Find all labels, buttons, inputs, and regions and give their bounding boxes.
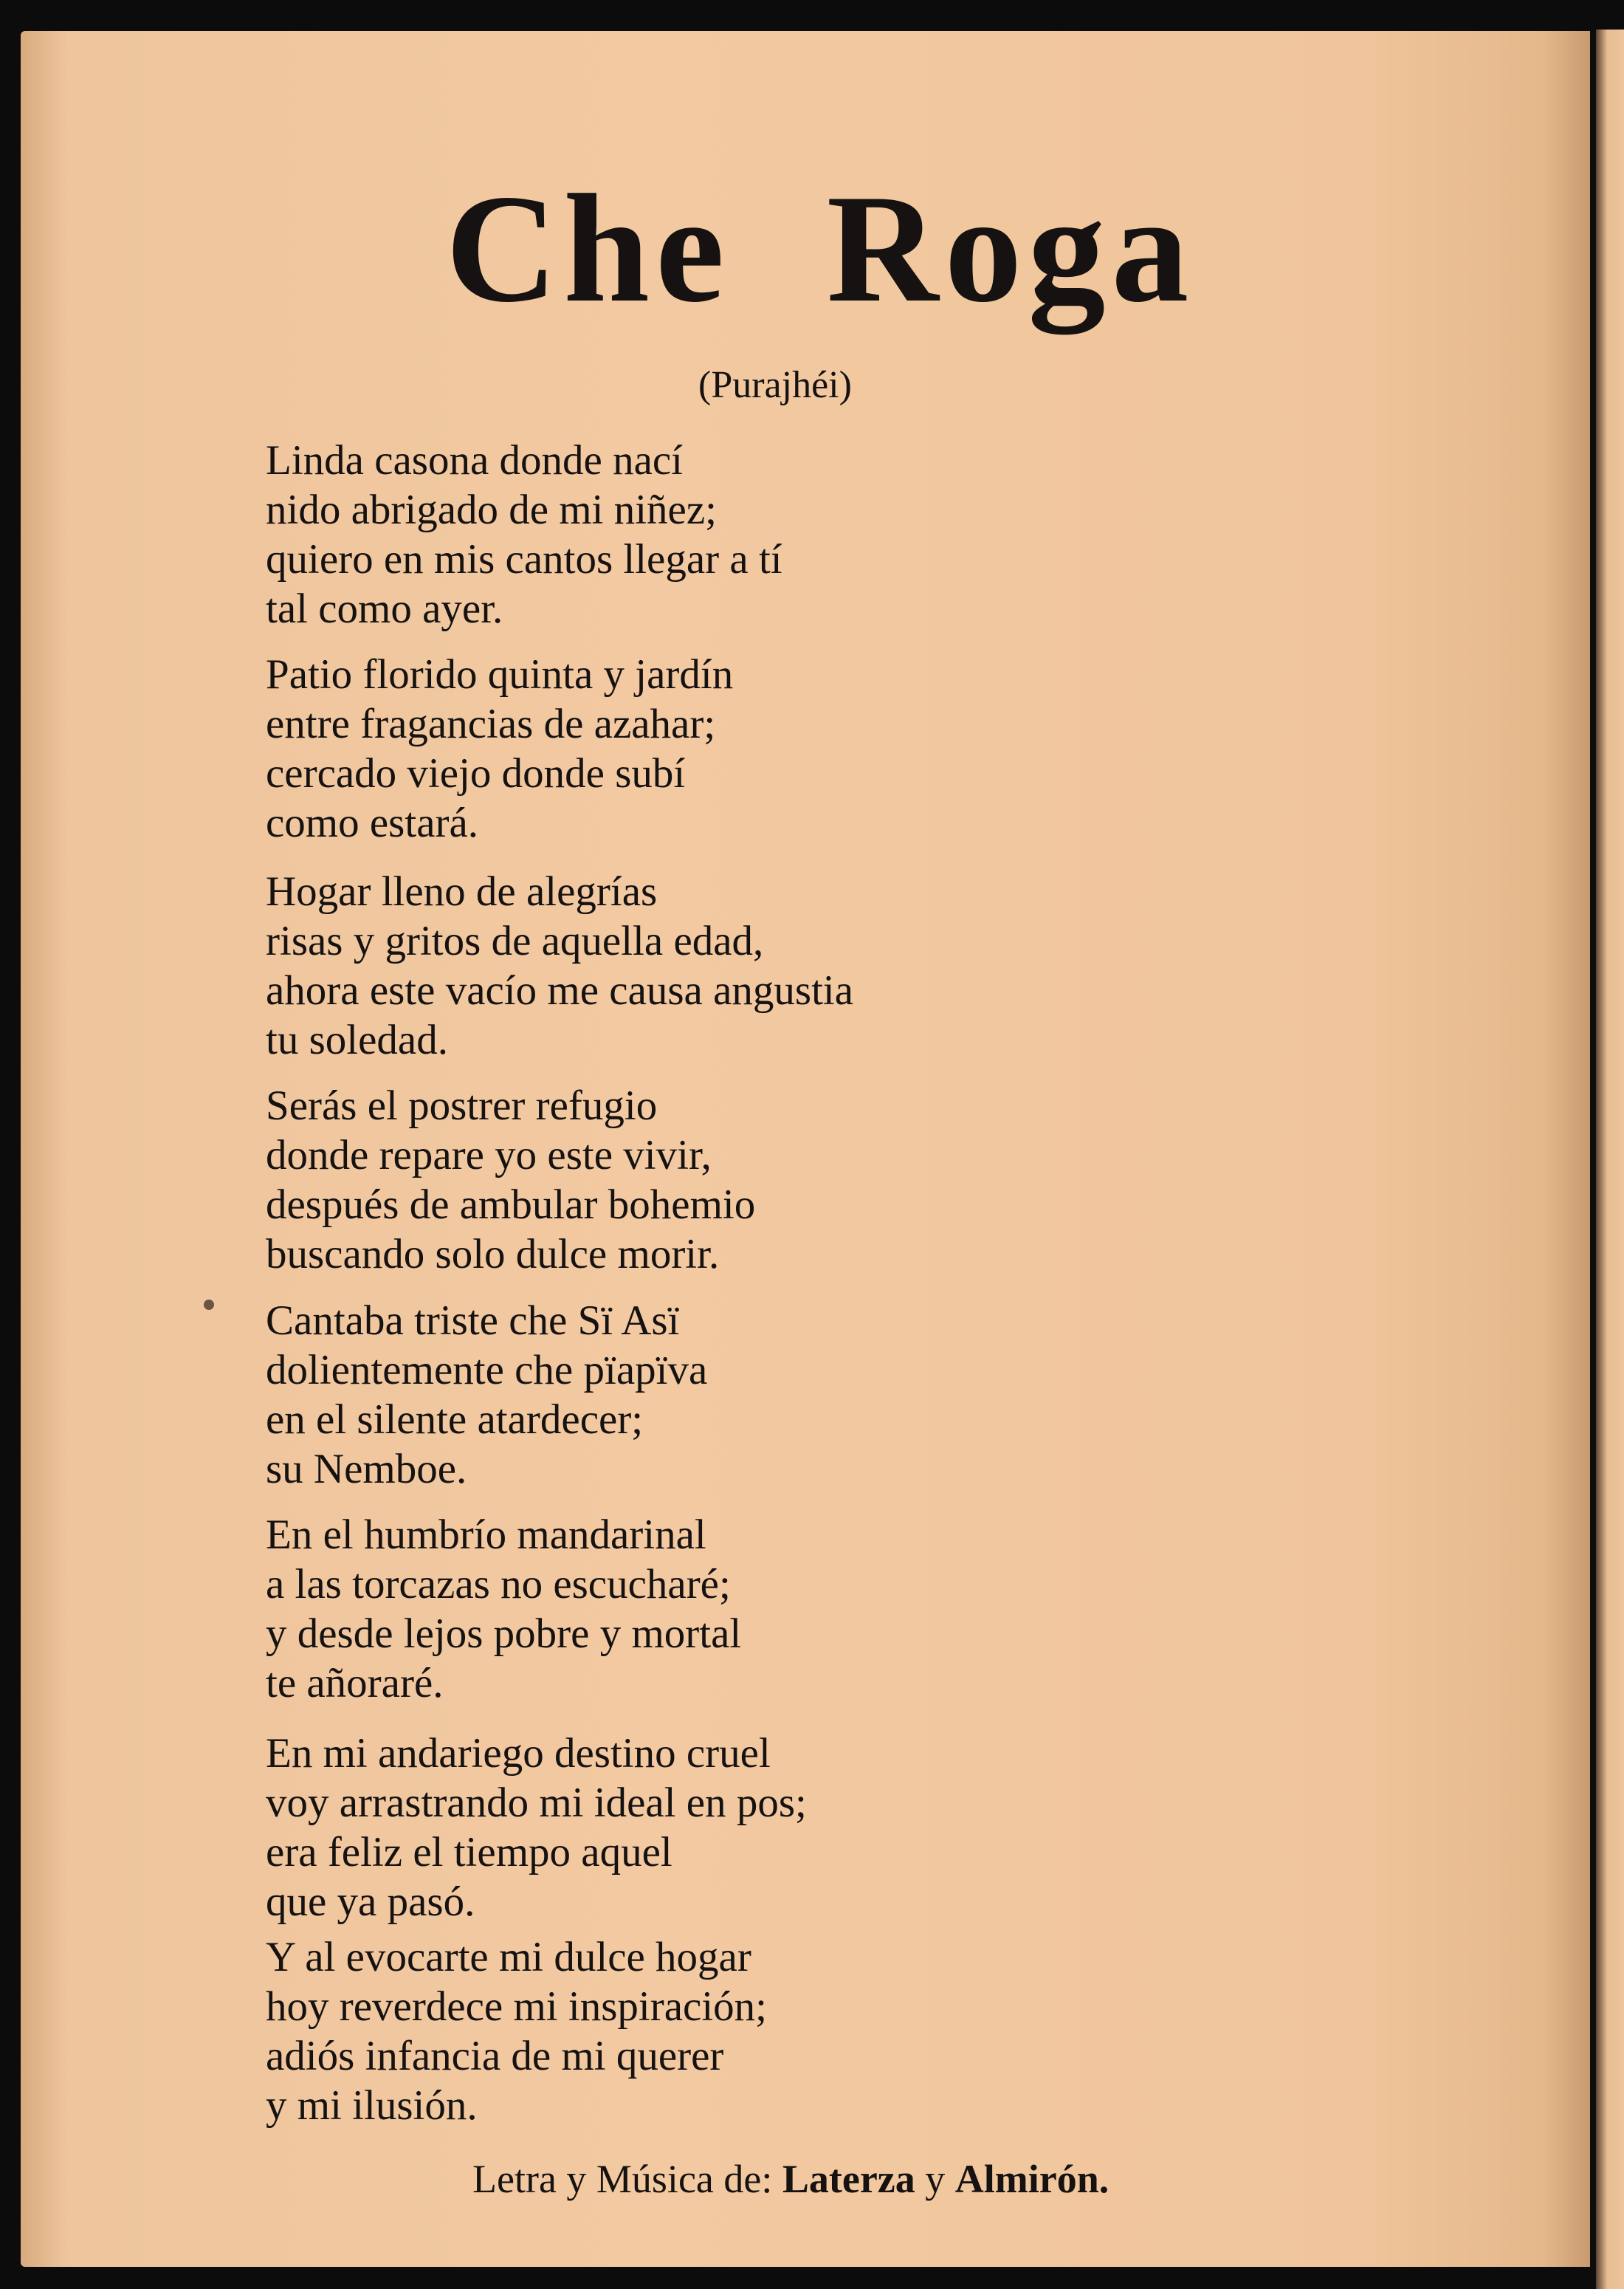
lyric-line: que ya pasó. [266,1878,475,1925]
lyric-line: Patio florido quinta y jardín [266,651,734,698]
credits-author-2: Almirón. [954,2157,1109,2201]
lyric-line: cercado viejo donde subí [266,750,686,797]
lyric-line: hoy reverdece mi inspiración; [266,1983,767,2030]
lyric-line: En el humbrío mandarinal [266,1511,706,1558]
lyric-line: buscando solo dulce morir. [266,1231,720,1277]
lyric-line: tal como ayer. [266,586,503,632]
lyric-line: Y al evocarte mi dulce hogar [266,1934,751,1980]
lyric-line: después de ambular bohemio [266,1181,756,1228]
stanza [266,1081,755,1279]
song-subtitle: (Purajhéi) [698,364,852,406]
lyric-line: era feliz el tiempo aquel [266,1829,672,1876]
lyric-line: Linda casona donde nací [266,437,684,484]
lyric-line: donde repare yo este vivir, [266,1132,712,1178]
lyric-line: quiero en mis cantos llegar a tí [266,536,782,583]
song-title: Che Roga [445,163,1195,334]
lyric-line: en el silente atardecer; [266,1396,644,1443]
lyric-line: su Nemboe. [266,1446,467,1492]
stanza [266,436,782,634]
paper-speck [204,1300,214,1310]
lyric-line: Cantaba triste che Sï Asï [266,1297,680,1344]
credits-prefix: Letra y Música de: [472,2157,773,2201]
credits-conjunction: y [925,2157,946,2201]
stanza [266,1932,767,2130]
lyric-line: dolientemente che pïapïva [266,1347,708,1393]
book-page [21,31,1590,2267]
lyric-line: te añoraré. [266,1660,444,1706]
stanza [266,1729,807,1926]
stanza [266,1296,707,1494]
credits-author-1: Laterza [782,2157,915,2201]
stanza [266,650,733,848]
lyric-line: Serás el postrer refugio [266,1082,658,1129]
lyric-line: ahora este vacío me causa angustia [266,967,854,1014]
credits [472,2156,1109,2202]
lyric-line: Hogar lleno de alegrías [266,868,658,915]
lyric-line: a las torcazas no escucharé; [266,1561,731,1607]
lyric-line: voy arrastrando mi ideal en pos; [266,1780,807,1826]
lyric-line: entre fragancias de azahar; [266,701,716,747]
lyric-line: nido abrigado de mi niñez; [266,487,717,533]
facing-page-edge [1596,30,1624,2289]
lyric-line: adiós infancia de mi querer [266,2033,724,2079]
lyric-line: como estará. [266,800,479,846]
lyric-line: risas y gritos de aquella edad, [266,918,764,964]
lyric-line: En mi andariego destino cruel [266,1730,771,1777]
lyric-line: y mi ilusión. [266,2082,478,2129]
lyric-line: y desde lejos pobre y mortal [266,1610,742,1657]
stanza [266,867,853,1065]
stanza [266,1510,741,1708]
lyric-line: tu soledad. [266,1017,448,1063]
